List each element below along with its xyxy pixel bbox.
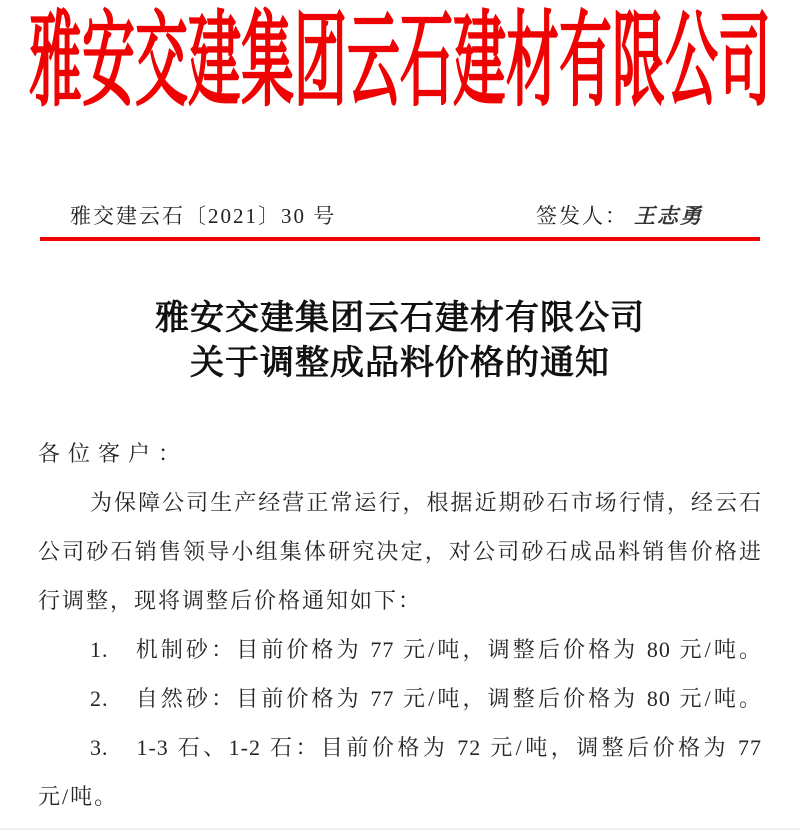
salutation: 各位客户： <box>38 441 189 466</box>
doc-info-row <box>0 203 800 229</box>
price-item-2: 2. 自然砂：目前价格为 77 元/吨，调整后价格为 80 元/吨。 <box>90 686 762 711</box>
price-item-3-continuation: 元/吨。 <box>38 784 119 809</box>
company-name-banner: 雅安交建集团云石建材有限公司 <box>29 6 771 120</box>
red-divider-rule <box>40 237 760 241</box>
doc-title-line1: 雅安交建集团云石建材有限公司 <box>155 300 645 337</box>
doc-number: 雅交建云石〔2021〕30 号 <box>70 204 337 228</box>
paragraph-line: 公司砂石销售领导小组集体研究决定，对公司砂石成品料销售价格进 <box>38 539 762 564</box>
doc-title <box>0 296 800 386</box>
doc-body <box>38 429 762 821</box>
price-item-3: 3. 1-3 石、1-2 石：目前价格为 72 元/吨，调整后价格为 77 <box>90 735 762 760</box>
paragraph-line: 为保障公司生产经营正常运行，根据近期砂石市场行情，经云石 <box>90 490 762 515</box>
issuer-name: 王志勇 <box>634 204 703 228</box>
issuer-label: 签发人： <box>536 204 628 228</box>
price-item-1: 1. 机制砂：目前价格为 77 元/吨，调整后价格为 80 元/吨。 <box>90 637 762 662</box>
paragraph-line: 行调整，现将调整后价格通知如下： <box>38 588 423 613</box>
letterhead-banner <box>0 6 800 120</box>
issuer <box>536 203 703 229</box>
doc-title-line2: 关于调整成品料价格的通知 <box>190 345 610 382</box>
scan-edge-artifact <box>0 828 800 830</box>
